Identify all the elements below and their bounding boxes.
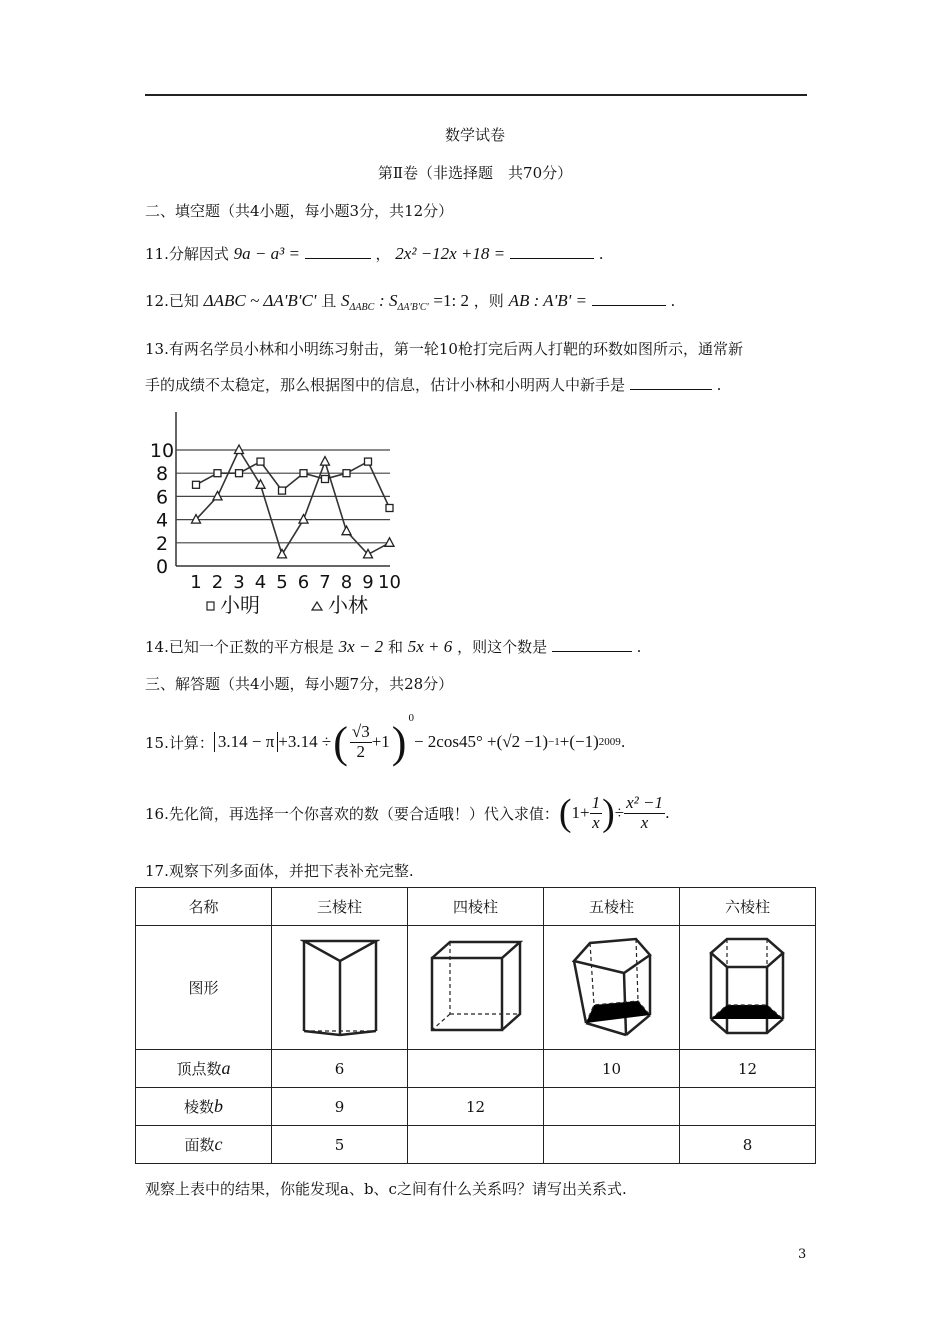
figure-label: 图形 <box>136 926 272 1050</box>
q13-line1: 13.有两名学员小林和小明练习射击，第一轮10枪打完后两人打靶的环数如图所示，通常新 <box>145 340 743 358</box>
q15-paren-close: ) <box>391 717 407 767</box>
question-11 <box>145 243 604 264</box>
data-point-square <box>365 458 372 465</box>
cell-v-4: 12 <box>680 1050 816 1088</box>
q12-s1: S <box>341 291 350 310</box>
x-tick-label: 5 <box>276 572 288 593</box>
data-point-triangle <box>235 445 244 454</box>
q11-expr1: 9a − a³ = <box>233 244 300 263</box>
th-square: 四棱柱 <box>408 888 544 926</box>
q12-end: . <box>670 292 676 310</box>
question-15 <box>145 712 626 772</box>
q14-mid: 和 <box>387 638 403 656</box>
data-point-triangle <box>342 526 351 535</box>
y-tick-label: 4 <box>155 509 169 532</box>
triangular-prism-figure <box>300 933 380 1038</box>
q16-paren-close: ) <box>602 792 615 834</box>
data-point-square <box>214 470 221 477</box>
q15-num: √3 <box>351 721 370 741</box>
q16-n2: x² −1 <box>626 792 663 812</box>
q12-blank[interactable] <box>592 291 666 306</box>
square-prism-figure <box>428 936 523 1036</box>
data-point-square <box>193 481 200 488</box>
q16-frac2 <box>624 794 665 832</box>
y-tick-label: 10 <box>149 440 175 462</box>
page-title: 数学试卷 <box>444 126 505 144</box>
q11-prefix: 11.分解因式 <box>145 245 229 263</box>
th-triangular: 三棱柱 <box>272 888 408 926</box>
data-point-square <box>236 470 243 477</box>
cell-f-2[interactable] <box>408 1126 544 1164</box>
q14-expr2: 5x + 6 <box>407 637 453 656</box>
data-point-square <box>322 476 329 483</box>
q15-exp2009: 2009 <box>598 736 621 748</box>
y-tick-label: 2 <box>155 532 169 555</box>
th-pentagonal: 五棱柱 <box>544 888 680 926</box>
row-var: b <box>214 1096 223 1116</box>
q14-blank[interactable] <box>552 637 632 652</box>
q15-plus1: +1 <box>371 732 390 751</box>
cell-v-2[interactable] <box>408 1050 544 1088</box>
x-tick-label: 6 <box>297 572 310 593</box>
th-hexagonal: 六棱柱 <box>680 888 816 926</box>
row-label-text: 面数 <box>184 1136 215 1154</box>
q16-n1: 1 <box>591 792 601 812</box>
q12-expr3: AB : A'B' = <box>508 291 587 310</box>
pentagonal-prism-cell <box>544 926 680 1050</box>
hexagonal-prism-cell <box>680 926 816 1050</box>
question-12 <box>145 290 675 313</box>
data-point-square <box>257 458 264 465</box>
legend-label: 小明 <box>220 593 260 617</box>
x-tick-label: 7 <box>319 572 331 593</box>
cell-v-3: 10 <box>544 1050 680 1088</box>
data-point-square <box>279 487 286 494</box>
q14-then: ，则这个数是 <box>457 638 548 656</box>
q13-blank[interactable] <box>630 375 712 390</box>
q11-blank-2[interactable] <box>510 244 594 259</box>
q15-paren-open: ( <box>333 717 348 767</box>
q16-prefix: 16.先化简，再选择一个你喜欢的数（要合适哦！）代入求值： <box>145 804 559 823</box>
section-title: 第Ⅱ卷（非选择题 共70分） <box>377 164 573 182</box>
polyhedron-table <box>135 887 816 1164</box>
data-point-triangle <box>321 457 330 466</box>
x-tick-label: 9 <box>362 572 374 593</box>
y-tick-label: 8 <box>155 463 169 486</box>
pentagonal-prism-figure <box>564 931 659 1041</box>
q12-sub1: ΔABC <box>349 302 375 313</box>
row-label-text: 顶点数 <box>176 1060 222 1078</box>
q12-expr1: ΔABC ~ ΔA'B'C' <box>203 291 317 310</box>
q16-d1: x <box>592 812 600 832</box>
q15-den: 2 <box>356 741 366 761</box>
q11-end: . <box>598 245 604 263</box>
cell-e-1: 9 <box>272 1088 408 1126</box>
table-header-row <box>136 888 816 926</box>
q13-end: . <box>716 376 722 394</box>
q16-paren-open: ( <box>558 792 572 834</box>
q12-colon: : S <box>379 291 398 310</box>
q15-frac <box>350 723 372 761</box>
q16-frac1 <box>590 794 603 832</box>
cell-f-1: 5 <box>272 1126 408 1164</box>
x-tick-label: 3 <box>233 572 245 593</box>
header-rule <box>145 94 807 96</box>
table-figure-row <box>136 926 816 1050</box>
row-label-text: 棱数 <box>183 1098 214 1116</box>
q17-prefix: 17.观察下列多面体，并把下表补充完整. <box>145 862 414 880</box>
series-line-1 <box>196 462 390 508</box>
q13-text: 手的成绩不太稳定，那么根据图中的信息，估计小林和小明两人中新手是 <box>145 376 626 394</box>
q15-exp0: 0 <box>408 712 414 724</box>
q15-rest: − 2cos45° +(√2 −1) <box>413 732 549 751</box>
cell-e-4[interactable] <box>680 1088 816 1126</box>
x-tick-label: 8 <box>340 572 353 593</box>
shooting-score-chart <box>140 408 420 623</box>
triangular-prism-cell <box>272 926 408 1050</box>
x-tick-label: 10 <box>378 572 401 593</box>
row-label-faces <box>136 1126 272 1164</box>
question-16 <box>145 788 670 838</box>
q15-rest2: +(−1) <box>559 732 599 751</box>
x-tick-label: 1 <box>190 572 202 593</box>
legend-label: 小林 <box>328 593 368 617</box>
page-number: 3 <box>798 1247 807 1262</box>
row-label-edges <box>136 1088 272 1126</box>
q16-one: 1+ <box>571 803 590 822</box>
q15-prefix: 15.计算： <box>145 733 214 752</box>
q13-line2 <box>145 374 721 395</box>
part2-heading: 二、填空题（共4小题，每小题3分，共12分） <box>145 202 454 220</box>
y-tick-label: 0 <box>155 556 169 578</box>
x-tick-label: 2 <box>211 572 224 593</box>
q14-prefix: 14.已知一个正数的平方根是 <box>145 638 334 656</box>
question-14 <box>145 636 641 657</box>
q12-sub2: ΔA'B'C' <box>397 302 429 313</box>
cell-e-3[interactable] <box>544 1088 680 1126</box>
row-label-vertices <box>136 1050 272 1088</box>
q14-end: . <box>636 638 642 656</box>
legend-marker-triangle <box>312 602 322 610</box>
q16-div: ÷ <box>614 803 625 822</box>
q12-mid: 且 <box>321 292 337 310</box>
cell-f-4: 8 <box>680 1126 816 1164</box>
q14-expr1: 3x − 2 <box>338 637 384 656</box>
table-row-edges <box>136 1088 816 1126</box>
square-prism-cell <box>408 926 544 1050</box>
q11-sep: ， <box>375 245 391 263</box>
q15-plus: +3.14 ÷ <box>278 732 332 751</box>
q11-expr2: 2x² −12x +18 = <box>395 244 506 263</box>
legend-marker-square <box>207 602 214 610</box>
cell-v-1: 6 <box>272 1050 408 1088</box>
y-tick-label: 6 <box>155 486 169 509</box>
data-point-triangle <box>213 491 222 500</box>
cell-e-2: 12 <box>408 1088 544 1126</box>
data-point-triangle <box>299 515 308 524</box>
x-tick-label: 4 <box>254 572 267 593</box>
th-name: 名称 <box>136 888 272 926</box>
table-row-vertices <box>136 1050 816 1088</box>
data-point-square <box>343 470 350 477</box>
q11-blank-1[interactable] <box>305 244 371 259</box>
data-point-square <box>386 505 393 512</box>
q12-then: ，则 <box>473 292 504 310</box>
q15-abs: 3.14 − π <box>214 732 278 752</box>
q16-end: . <box>664 804 670 822</box>
table-row-faces <box>136 1126 816 1164</box>
q15-end: . <box>620 733 626 751</box>
q12-ratio: =1: 2 <box>433 291 469 310</box>
cell-f-3[interactable] <box>544 1126 680 1164</box>
q17-footer: 观察上表中的结果，你能发现a、b、c之间有什么关系吗？请写出关系式. <box>145 1180 627 1198</box>
row-var: c <box>214 1134 223 1154</box>
hexagonal-prism-figure <box>705 931 790 1041</box>
q15-expm1: −1 <box>548 736 560 748</box>
part3-heading: 三、解答题（共4小题，每小题7分，共28分） <box>145 675 454 693</box>
row-var: a <box>221 1058 231 1078</box>
data-point-square <box>300 470 307 477</box>
q12-prefix: 12.已知 <box>145 292 199 310</box>
data-point-triangle <box>385 538 394 547</box>
q16-d2: x <box>640 812 649 832</box>
